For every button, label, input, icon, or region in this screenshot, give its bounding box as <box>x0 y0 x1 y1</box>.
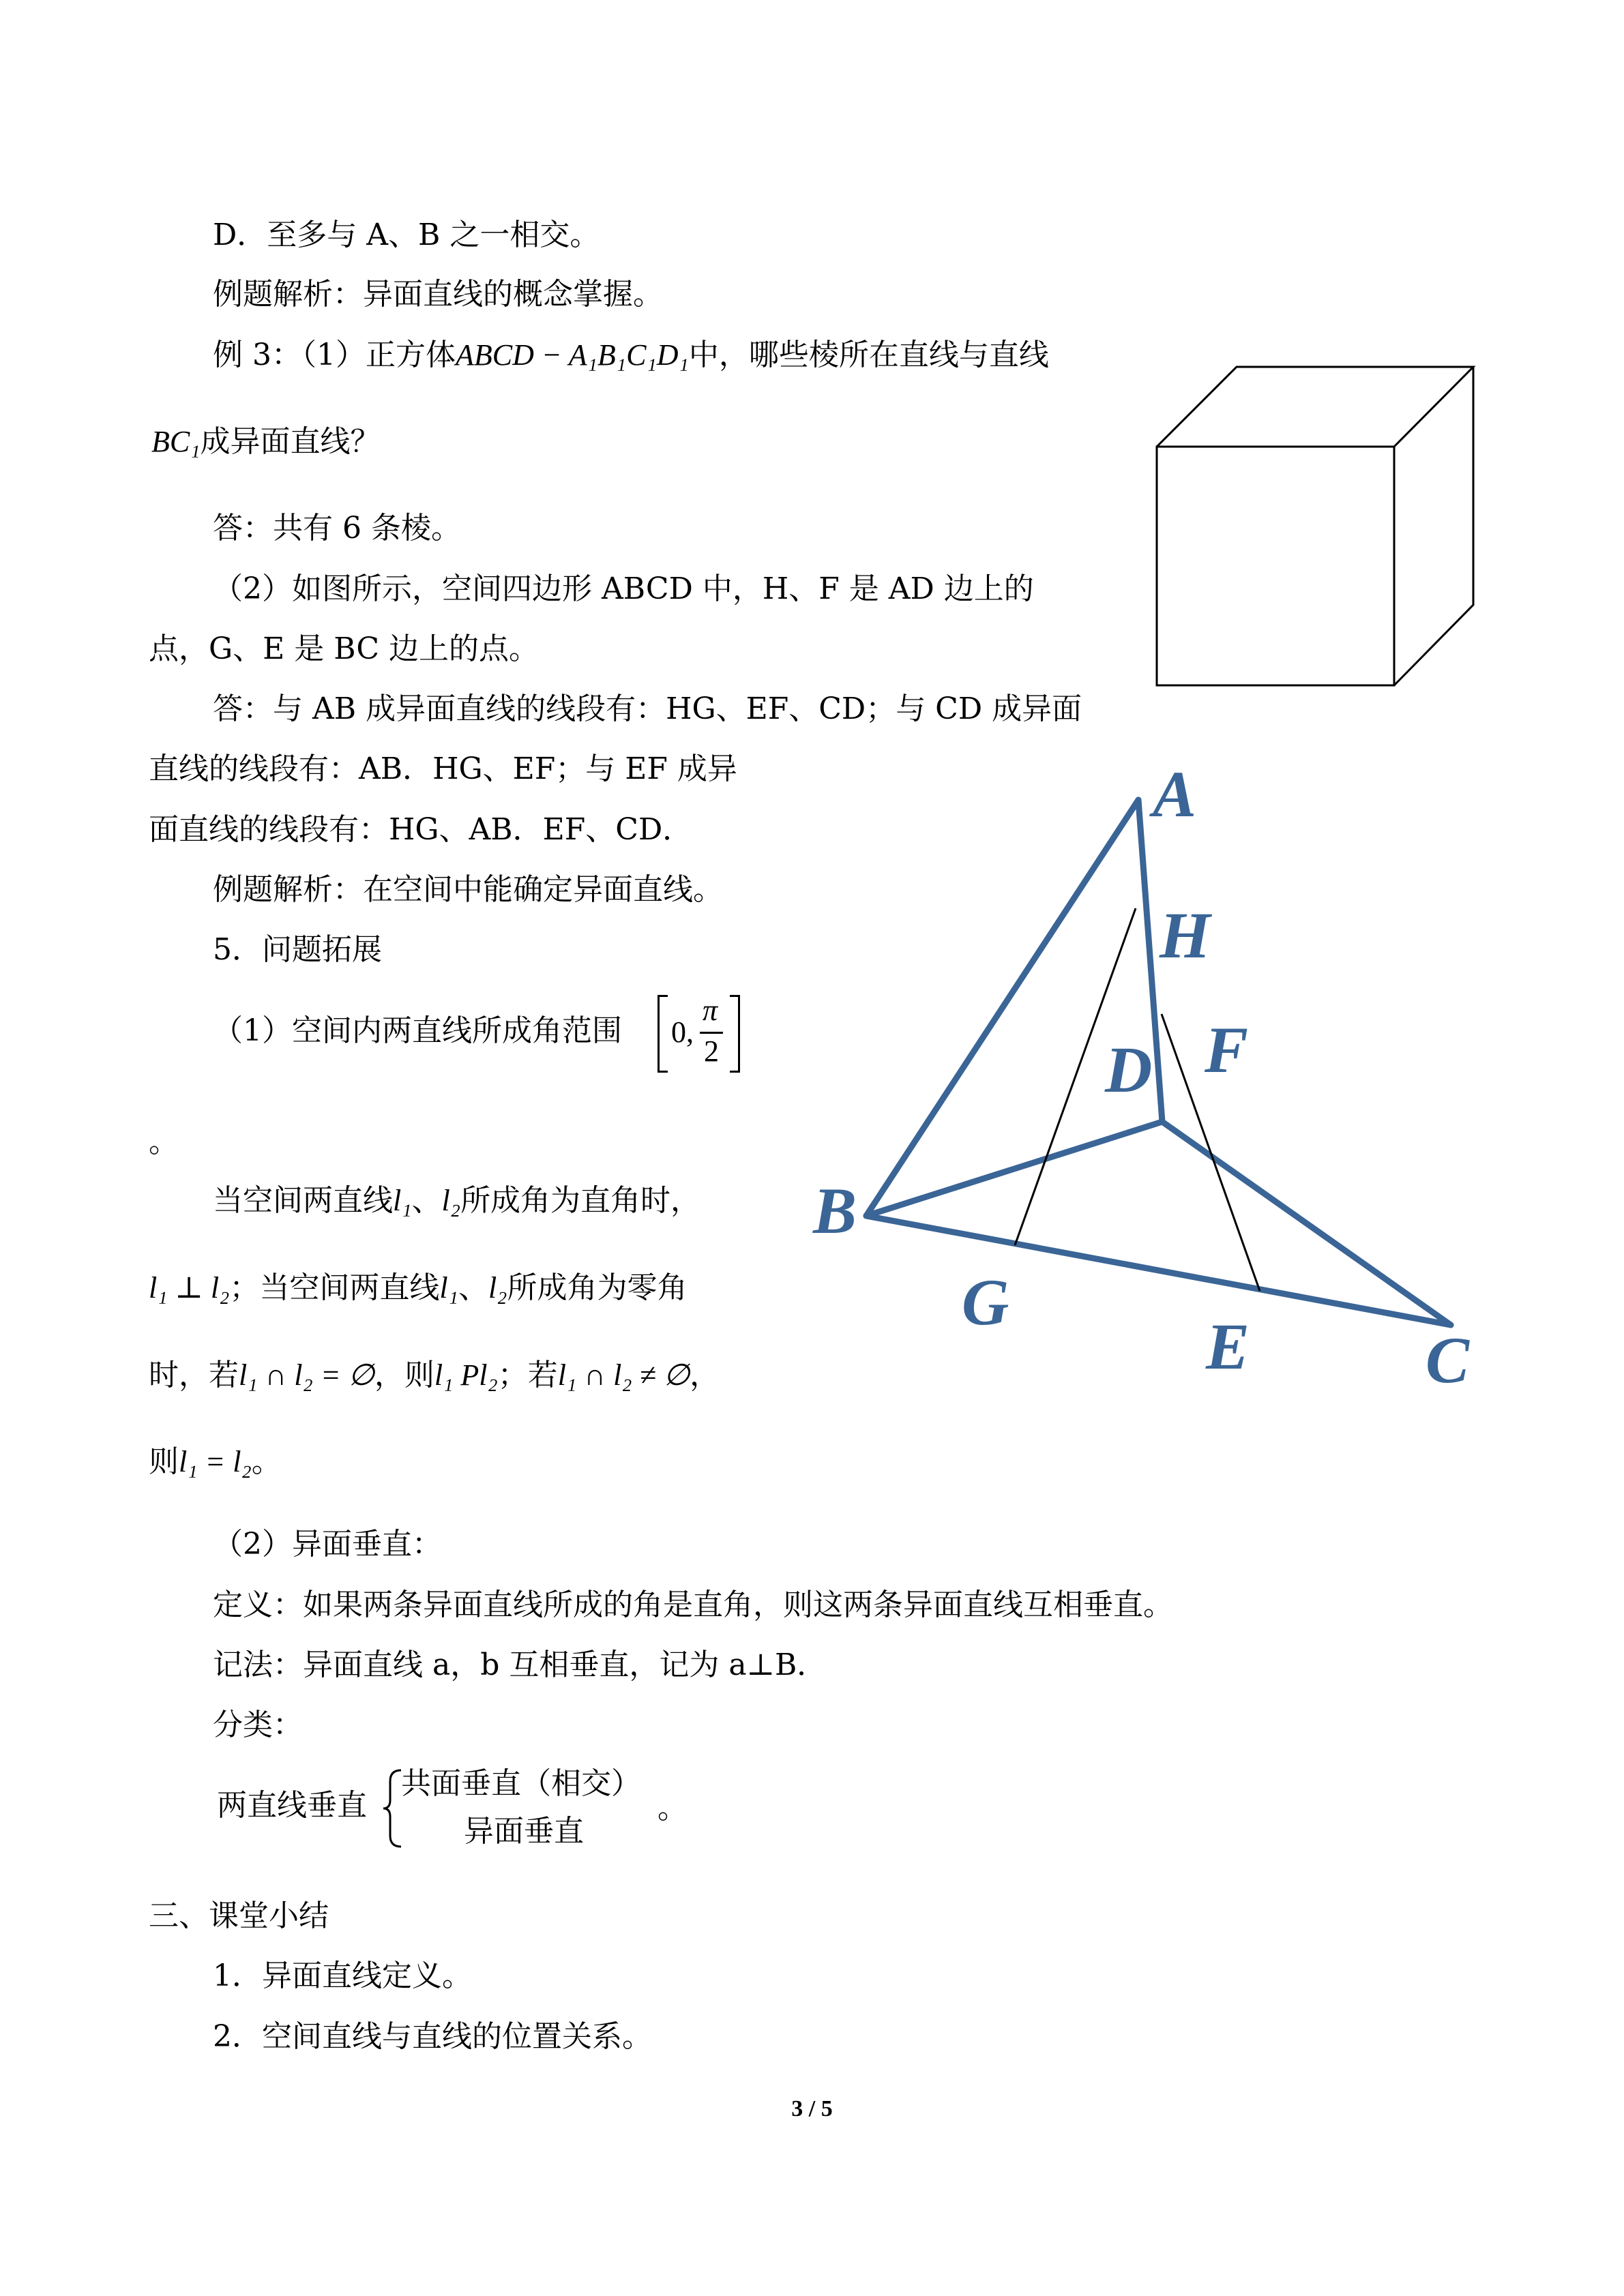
label-b: B <box>813 1174 857 1247</box>
example-3-part-2: （2）如图所示，空间四边形 ABCD 中，H、F 是 AD 边上的 <box>213 571 1034 606</box>
l1-symbol: l₁ <box>393 1184 412 1217</box>
analysis-2: 例题解析：在空间中能确定异面直线。 <box>213 872 723 907</box>
classification-coplanar: 共面垂直（相交） <box>401 1766 641 1801</box>
period-2: 。 <box>251 1444 282 1479</box>
l2-symbol-2: l₂ <box>488 1271 507 1304</box>
label-h: H <box>1160 899 1211 972</box>
summary-1: 1．异面直线定义。 <box>213 1958 472 1993</box>
classification-main: 两直线垂直 <box>217 1788 367 1823</box>
bc1: BC₁ <box>151 425 201 458</box>
period-1: 。 <box>149 1124 179 1159</box>
label-f: F <box>1205 1013 1249 1086</box>
skew-perp-title: （2）异面垂直： <box>213 1527 442 1562</box>
edge-dc <box>1162 1122 1451 1325</box>
parallel-relation: l₁ Pl₂ <box>434 1358 498 1392</box>
then-1: ，则 <box>374 1358 434 1392</box>
label-e: E <box>1206 1310 1250 1383</box>
angle-range-label: （1）空间内两直线所成角范围 <box>213 1013 622 1048</box>
edge-ab <box>866 800 1138 1216</box>
nonempty-intersection: l₁ ∩ l₂ ≠ ∅ <box>557 1358 690 1392</box>
right-angle-tail: 所成角为直角时， <box>460 1183 701 1218</box>
analysis-1: 例题解析：异面直线的概念掌握。 <box>213 277 663 312</box>
zero-angle-tail: 所成角为零角 <box>507 1270 688 1305</box>
empty-intersection: l₁ ∩ l₂ = ∅ <box>239 1358 374 1392</box>
label-a: A <box>1153 758 1197 831</box>
if-lead: 时，若 <box>149 1358 239 1392</box>
cube-name: ABCD − A₁B₁C₁D₁ <box>455 338 689 372</box>
example-3-part-2-cont: 点，G、E 是 BC 边上的点。 <box>149 631 540 666</box>
section-5-title: 5．问题拓展 <box>213 932 382 967</box>
right-angle-lead: 当空间两直线 <box>213 1183 393 1218</box>
cube-top-face <box>1157 367 1473 447</box>
label-d: D <box>1105 1033 1153 1106</box>
answer-2-cont: 直线的线段有：AB．HG、EF；与 EF 成异 <box>149 751 737 786</box>
answer-2: 答：与 AB 成异面直线的线段有：HG、EF、CD；与 CD 成异面 <box>213 691 1082 726</box>
notation: 记法：异面直线 a，b 互相垂直，记为 a⊥B． <box>213 1648 827 1682</box>
comma: ， <box>690 1358 720 1392</box>
definition: 定义：如果两条异面直线所成的角是直角，则这两条异面直线互相垂直。 <box>213 1587 1173 1622</box>
summary-2: 2．空间直线与直线的位置关系。 <box>213 2019 652 2054</box>
pi-numerator: π <box>703 994 718 1027</box>
section-3-title: 三、课堂小结 <box>149 1898 329 1933</box>
separator: 、 <box>411 1183 442 1218</box>
l2-symbol: l₂ <box>441 1184 461 1217</box>
answer-2-cont-2: 面直线的线段有：HG、AB．EF、CD． <box>149 812 693 847</box>
cube-figure <box>1157 367 1473 685</box>
answer-1: 答：共有 6 条棱。 <box>213 511 461 546</box>
pi-denominator: 2 <box>704 1034 719 1068</box>
then-2: 则 <box>149 1444 179 1479</box>
interval-start: 0, <box>671 1015 694 1049</box>
example-3-label: 例 3：（1）正方体 <box>213 338 456 372</box>
classification-skew: 异面垂直 <box>464 1814 584 1849</box>
page-number: 3 / 5 <box>791 2096 833 2121</box>
separator-2: 、 <box>458 1270 488 1305</box>
if-2: ；若 <box>497 1358 558 1392</box>
cube-front-face <box>1157 447 1394 685</box>
l1-symbol-2: l₁ <box>439 1271 458 1304</box>
example-3-question: 中，哪些棱所在直线与直线 <box>688 338 1049 372</box>
classification-label: 分类： <box>213 1708 303 1742</box>
label-g: G <box>962 1266 1009 1339</box>
cube-side-face <box>1394 367 1473 685</box>
perpendicular-relation: l₁ ⊥ l₂ <box>149 1271 230 1304</box>
option-d: D．至多与 A、B 之一相交。 <box>213 218 600 252</box>
edge-bd <box>866 1122 1162 1216</box>
bc1-question: 成异面直线？ <box>200 424 381 459</box>
classification-end: 。 <box>658 1791 688 1825</box>
equal-relation: l₁ = l₂ <box>179 1445 252 1478</box>
quadrilateral-figure <box>812 758 1470 1397</box>
label-c: C <box>1426 1324 1470 1397</box>
edge-bc <box>866 1216 1451 1325</box>
zero-angle-lead: ；当空间两直线 <box>229 1270 440 1305</box>
